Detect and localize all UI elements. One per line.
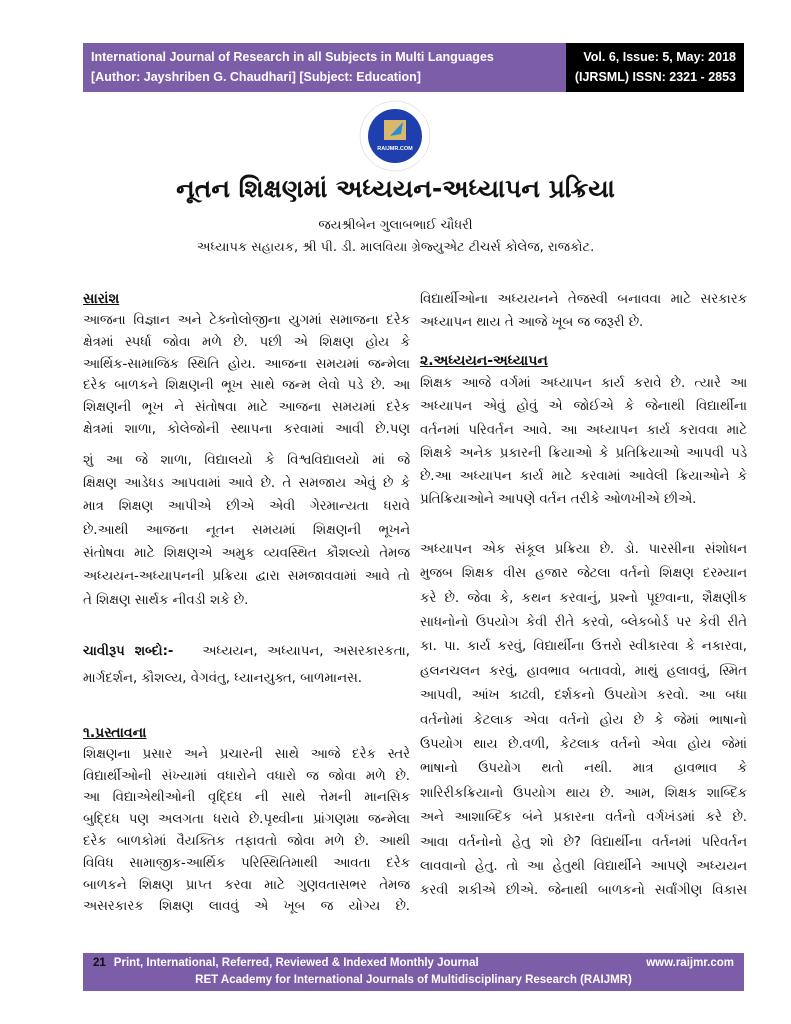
text-line: શારિરીકક્રિયાનો ઉપયોગ થાય છે. આમ, શિક્ષક શાબ્દિક [420, 785, 747, 801]
text-line: શિક્ષક આજે વર્ગમાં અધ્યાપન કાર્ય કરાવે છે. ત્યારે આ [420, 376, 747, 391]
author-name: જયશ્રીબેન ગુલાબભાઈ ચૌધરી [318, 218, 473, 233]
right-column [420, 288, 747, 904]
text-line: વિવિધ સામાજીક-આર્થિક પરિસ્થિતિમાથી આવતા દરેક [83, 855, 410, 871]
text-line: અધ્યયન-અધ્યાપનની પ્રક્રિયા દ્વારા સમજાવવામાં આવે તો [83, 569, 410, 585]
author-affiliation: અધ્યાપક સહાયક, શ્રી પી. ડી. માલવિયા ગ્રેજ્યુએટ ટીચર્સ કોલેજ, રાજકોટ. [196, 240, 595, 255]
text-line: ક્ષેત્રમાં સ્પર્ધા જોવા મળે છે. પછી એ શિક્ષણ હોય કે [83, 334, 410, 350]
section-2-paragraph-2 [420, 538, 747, 904]
journal-name: International Journal of Research in all Subjects in Multi Languages [91, 50, 494, 64]
abstract-paragraph-1 [83, 310, 410, 441]
keywords-line-2: માર્ગદર્શન, કૌશલ્ય, વેગવંતુ, ધ્યાનયુક્ત, બાળમાનસ. [83, 670, 362, 686]
text-line: પ્રતિક્રિયાઓને આપણે વર્તન તરીકે ઓળખીએ છીએ. [420, 492, 697, 508]
text-line: અસરકારક શિક્ષણ લાવવું એ ખૂબ જ યોગ્ય છે. [83, 899, 410, 915]
text-line: વર્તનોમાં કેટલાક એવા વર્તનો હોય છે કે જેમાં ભાષાનો [420, 712, 747, 728]
text-line: શું આ જે શાળા, વિદ્યાલયો કે વિશ્વવિદ્યાલયો માં જે [83, 452, 410, 468]
text-line: દરેક બાળકને શિક્ષણની ભૂખ સાથે જન્મ લેવો પડે છે. આ [83, 378, 410, 394]
text-line: અધ્યાપન એવું હોવું એ જોઈએ કે જેનાથી વિદ્યાર્થીના [420, 399, 747, 415]
text-line: છે.આ અધ્યાપન કાર્ય માટે કરવામાં આવેલી ક્રિયાઓને કે [420, 469, 747, 485]
volume-issue: Vol. 6, Issue: 5, May: 2018 [583, 50, 736, 64]
text-line: ભાષાનો ઉપયોગ થતો નથી. માત્ર હાવભાવ કે [420, 761, 747, 777]
text-line: વિદ્યાર્થીઓના અધ્યયનને તેજસ્વી બનાવવા માટે સરકારક [420, 292, 747, 307]
text-line: હલનચલન કરવું, હાવભાવ બતાવવો, માથું હલાવવું, સ્મિત [420, 663, 747, 679]
text-line: વિદ્યાર્થીઓની સંખ્યામાં વધારોને વધારો જ જોવા મળે છે. [83, 768, 410, 784]
text-line: દરેક બાળકોમાં વૈયક્તિક તફાવતો જોવા મળે છે. આથી [83, 834, 410, 850]
text-line: આર્થિક-સામાજિક સ્થિતિ હોય. આજના સમયમાં જન્મેલા [83, 356, 410, 372]
footer-publisher: RET Academy for International Journals of Multidisciplinary Research (RAIJMR) [195, 974, 632, 986]
author-subject: [Author: Jayshriben G. Chaudhari] [Subject: Education] [91, 70, 421, 84]
abstract-heading: સારાંશ [83, 291, 120, 307]
text-line: શિક્ષકે અનેક પ્રકારની ક્રિયાઓ કે પ્રતિક્રિયાઓ આપવી પડે [420, 445, 747, 461]
text-line: શિક્ષણના પ્રસાર અને પ્રચારની સાથે આજે દરેક સ્તરે [83, 746, 410, 762]
text-line: તે શિક્ષણ સાર્થક નીવડી શકે છે. [83, 592, 249, 608]
text-line: અધ્યાપન એક સંકૂલ પ્રક્રિયા છે. ડો. પારસીના સંશોધન [420, 541, 747, 557]
text-line: ઉપયોગ થાય છે.વળી, કેટલાક વર્તનો એવા હોય જેમાં [420, 737, 747, 753]
text-line: અધ્યાપન થાય તે આજે ખૂબ જ જરૂરી છે. [420, 315, 644, 330]
issn: (IJRSML) ISSN: 2321 - 2853 [574, 70, 736, 84]
website-link[interactable]: www.raijmr.com [646, 957, 734, 969]
text-line: બાળકને શિક્ષણ પ્રાપ્ત કરવા માટે ગુણવતાસભર તેમજ [83, 877, 410, 893]
section-1-heading: ૧.પ્રસ્તાવના [83, 724, 147, 741]
journal-footer [83, 953, 744, 991]
header-left [83, 43, 566, 92]
text-line: ક્ષેત્રમાં શાળા, કોલેજોની સ્થાપના કરવામાં આવી છે.પણ [83, 421, 410, 437]
section-1-paragraph [83, 744, 410, 918]
header-right [566, 43, 744, 92]
paper-title: નૂતન શિક્ષણમાં અધ્યયન-અધ્યાપન પ્રક્રિયા [176, 174, 615, 203]
text-line: વર્તનમાં પરિવર્તન આવે. આ અધ્યાપન કાર્ય કરાવવા માટે [420, 422, 747, 438]
text-line: આવા વર્તનોનો હેતુ શો છે? વિદ્યાર્થીના વર્તનમાં પરિવર્તન [420, 834, 747, 850]
abstract-paragraph-2 [83, 449, 410, 612]
text-line: સાધનોનો ઉપયોગ કેવી રીતે કરવો, બ્લેકબોર્ડ પર કેવી રીતે [420, 615, 747, 630]
keywords [83, 638, 410, 692]
text-line: આજના વિજ્ઞાન અને ટેક્નોલોજીના યુગમાં સમાજના દરેક [83, 313, 410, 328]
page-number: 21 [93, 957, 106, 969]
text-line: કરવી શકીએ છીએ. જેનાથી બાળકનો સર્વાંગીણ વિકાસ [420, 883, 747, 899]
text-line: કરે છે. જેવા કે, કથન કરવાનું, પ્રશ્નો પૂછવાના, શૈક્ષણીક [420, 590, 747, 606]
keywords-label: ચાવીરૂપ શબ્દો:- [83, 643, 174, 659]
text-line: શિક્ષણની ભૂખ ને સંતોષવા માટે આજના સમયમાં દરેક [83, 400, 410, 416]
text-line: ક્ષિક્ષણ આડેધડ આપવામાં આવે છે. તે સમજાય એવું છે કે [83, 476, 410, 492]
section-2-heading: ૨.અધ્યયન-અધ્યાપન [420, 353, 548, 369]
text-line: આ વિદ્યાએથીઓની વૃદ્દિધ ની સાથે ત્તેમની માનસિક [83, 790, 410, 806]
right-paragraph-1 [420, 288, 747, 334]
keywords-line-1: અધ્યયન, અધ્યાપન, અસરકારકતા, [202, 643, 410, 659]
footer-tagline: Print, International, Referred, Reviewed & Indexed Monthly Journal [113, 957, 479, 969]
text-line: સંતોષવા માટે શિક્ષણએ અમુક વ્યવસ્થિત કૌશલ્યો તેમજ [83, 545, 410, 561]
svg-text:RAIJMR.COM: RAIJMR.COM [377, 146, 413, 152]
raijmr-logo [357, 100, 433, 172]
text-line: મુજબ શિક્ષક વીસ હજાર જેટલા વર્તનો શિક્ષણ દરમ્યાન [420, 566, 747, 582]
left-column [83, 288, 410, 918]
section-2-paragraph-1 [420, 372, 747, 512]
journal-header [83, 43, 744, 92]
text-line: આપવી, આંખ કાઢવી, દર્શકનો ઉપયોગ કરવો. આ બધા [420, 688, 747, 704]
text-line: અને આશાબ્દિક બંને પ્રકારના વર્તનો વર્ગખંડમાં કરે છે. [420, 810, 747, 826]
text-line: લાવવાનો હેતુ. તો આ હેતુથી વિદ્યાર્થીને આપણે અધ્યયન [420, 859, 747, 875]
text-line: છે.આથી આજના નૂતન સમયમાં શિક્ષણની ભૂખને [83, 522, 410, 538]
text-line: કા. પા. કાર્ય કરવું, વિદ્યાર્થીના ઉત્તરો સ્વીકારવા કે નકારવા, [420, 639, 747, 655]
text-line: બુદ્દિધ પણ અલગતા ધરાવે છે.પૃથ્વીના પ્રાંગણમા જન્મેલા [83, 812, 410, 828]
text-line: માત્ર શિક્ષણ આપીએ છીએ એવી ગેરમાન્યતા ધરાવે [83, 499, 410, 515]
